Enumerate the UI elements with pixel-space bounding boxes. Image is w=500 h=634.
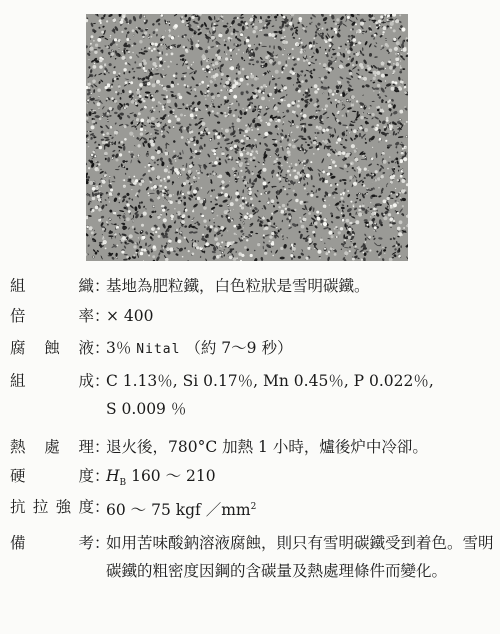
spec-colon: ：: [94, 277, 110, 295]
spec-row-remarks: [10, 529, 494, 619]
micrograph-image: [86, 14, 408, 261]
spec-list: [10, 272, 494, 619]
composition-line-1: C 1.13％, Si 0.17％, Mn 0.45％, P 0.022％,: [106, 372, 434, 390]
spec-value: 3％ Nital （約 7～9 秒）: [106, 339, 293, 357]
spec-colon: ：: [94, 307, 110, 325]
spec-value: 如用苦味酸鈉溶液腐蝕，則只有雪明碳鐵受到着色。雪明碳鐵的粗密度因鋼的含碳量及熱處理條件而變化。: [106, 534, 494, 580]
spec-colon: ：: [94, 438, 110, 456]
spec-row-composition: [10, 367, 494, 433]
spec-row-structure: [10, 272, 494, 302]
spec-label: 組 成: [10, 372, 94, 390]
spec-value: 基地為肥粒鐵，白色粒狀是雪明碳鐵。: [106, 277, 370, 295]
spec-value: [106, 367, 494, 423]
spec-colon: ：: [94, 534, 110, 552]
spec-value: 退火後，780°C 加熱 1 小時，爐後炉中冷卻。: [106, 438, 428, 456]
spec-row-tensile-strength: [10, 493, 494, 529]
spec-label: 備 考: [10, 534, 94, 552]
spec-colon: ：: [94, 498, 110, 516]
spec-row-etchant: [10, 334, 494, 367]
spec-colon: ：: [94, 467, 110, 485]
spec-row-hardness: [10, 462, 494, 493]
spec-row-magnification: [10, 302, 494, 334]
spec-label: 倍 率: [10, 307, 94, 325]
spec-colon: ：: [94, 339, 110, 357]
spec-label: 腐 蝕 液: [10, 339, 94, 357]
composition-line-2: S 0.009 ％: [106, 400, 187, 418]
spec-value: $H_B$ 160 ～ 210: [106, 467, 216, 489]
spec-row-heat-treatment: [10, 433, 494, 462]
spec-value: 60 ～ 75 kgf $/mm^2$: [106, 501, 257, 520]
spec-colon: ：: [94, 372, 110, 390]
spec-label: 硬 度: [10, 467, 94, 485]
spec-label: 組 織: [10, 277, 94, 295]
spec-label: 熱 處 理: [10, 438, 94, 456]
micrograph-texture: [86, 14, 408, 261]
spec-value: × 400: [106, 307, 154, 325]
spec-label: 抗 拉 強 度: [10, 498, 94, 516]
